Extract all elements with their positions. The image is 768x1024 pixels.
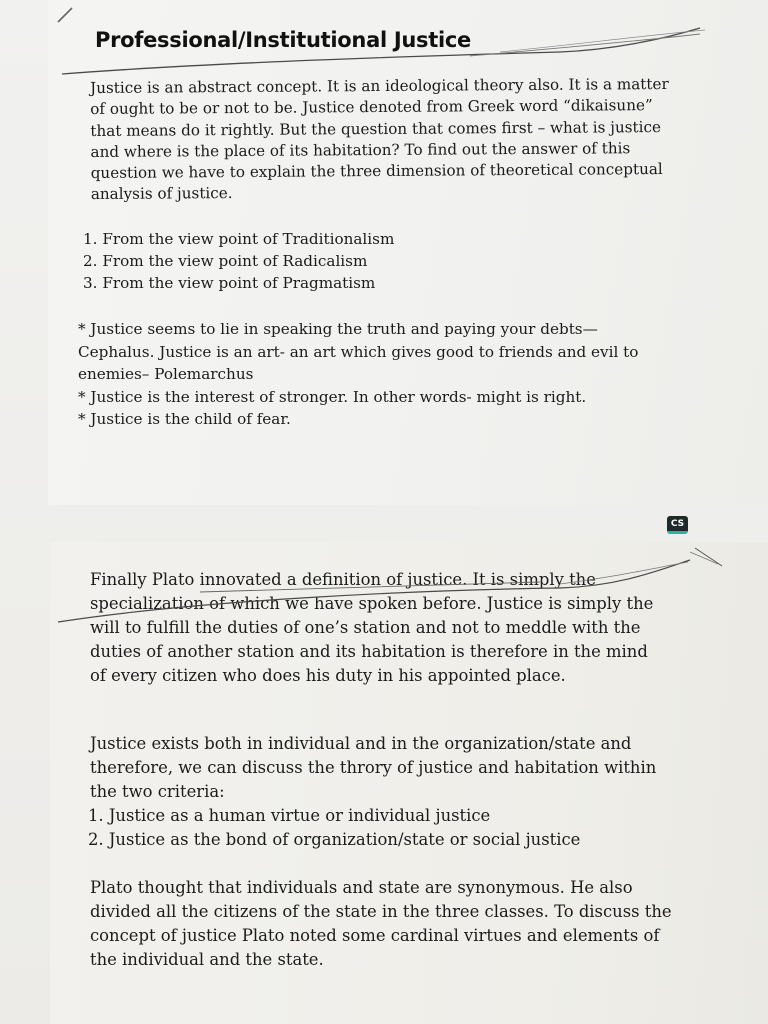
dimension-item: 1. From the view point of Traditionalism xyxy=(83,230,395,248)
definition-line: of every citizen who does his duty in his appointed place. xyxy=(90,666,566,685)
definition-line: duties of another station and its habitation is therefore in the mind xyxy=(90,642,648,661)
synonymous-line: the individual and the state. xyxy=(90,950,324,969)
intro-line: of ought to be or not to be. Justice denoted from Greek word “dikaisune” xyxy=(90,96,653,119)
justice-exists-paragraph xyxy=(90,732,710,804)
intro-paragraph xyxy=(90,74,681,206)
intro-line: Justice is an abstract concept. It is an ideological theory also. It is a matter xyxy=(90,74,669,97)
definition-line: Finally Plato innovated a definition of justice. It is simply the xyxy=(90,570,596,589)
dimension-item: 2. From the view point of Radicalism xyxy=(83,252,368,270)
intro-line: question we have to explain the three dimension of theoretical conceptual xyxy=(90,160,663,183)
exists-line: Justice exists both in individual and in the organization/state and xyxy=(90,734,632,753)
definition-line: specialization of which we have spoken before. Justice is simply the xyxy=(90,594,654,613)
quote-line: * Justice is the child of fear. xyxy=(78,410,291,429)
synonymous-line: Plato thought that individuals and state are synonymous. He also xyxy=(90,878,633,897)
plato-definition-paragraph xyxy=(90,568,710,688)
quote-line: * Justice is the interest of stronger. In other words- might is right. xyxy=(78,387,587,406)
dimensions-list xyxy=(83,228,394,294)
criteria-item: 2. Justice as the bond of organization/state or social justice xyxy=(88,830,581,849)
top-page-sheet xyxy=(48,0,768,505)
exists-line: the two criteria: xyxy=(90,782,225,801)
bottom-page-sheet xyxy=(50,542,768,1024)
synonymous-line: divided all the citizens of the state in the three classes. To discuss the xyxy=(90,902,672,921)
definition-line: will to fulfill the duties of one’s station and not to meddle with the xyxy=(90,618,641,637)
quotes-paragraph xyxy=(78,318,678,431)
exists-line: therefore, we can discuss the throry of justice and habitation within xyxy=(90,758,657,777)
quote-line: enemies– Polemarchus xyxy=(78,365,254,384)
synonymous-line: concept of justice Plato noted some cardinal virtues and elements of xyxy=(90,926,660,945)
quote-line: * Justice seems to lie in speaking the truth and paying your debts— xyxy=(78,320,598,338)
page-title: Professional/Institutional Justice xyxy=(95,28,471,52)
intro-line: and where is the place of its habitation? To find out the answer of this xyxy=(90,139,631,161)
dimension-item: 3. From the view point of Pragmatism xyxy=(83,274,376,292)
criteria-item: 1. Justice as a human virtue or individual justice xyxy=(88,806,491,825)
intro-line: that means do it rightly. But the question that comes first – what is justice xyxy=(90,117,662,140)
criteria-list xyxy=(88,804,580,852)
intro-line: analysis of justice. xyxy=(90,184,233,204)
quote-line: Cephalus. Justice is an art- an art which gives good to friends and evil to xyxy=(78,342,639,361)
plato-synonymous-paragraph xyxy=(90,876,730,972)
camscanner-badge-icon: CS xyxy=(667,516,688,534)
